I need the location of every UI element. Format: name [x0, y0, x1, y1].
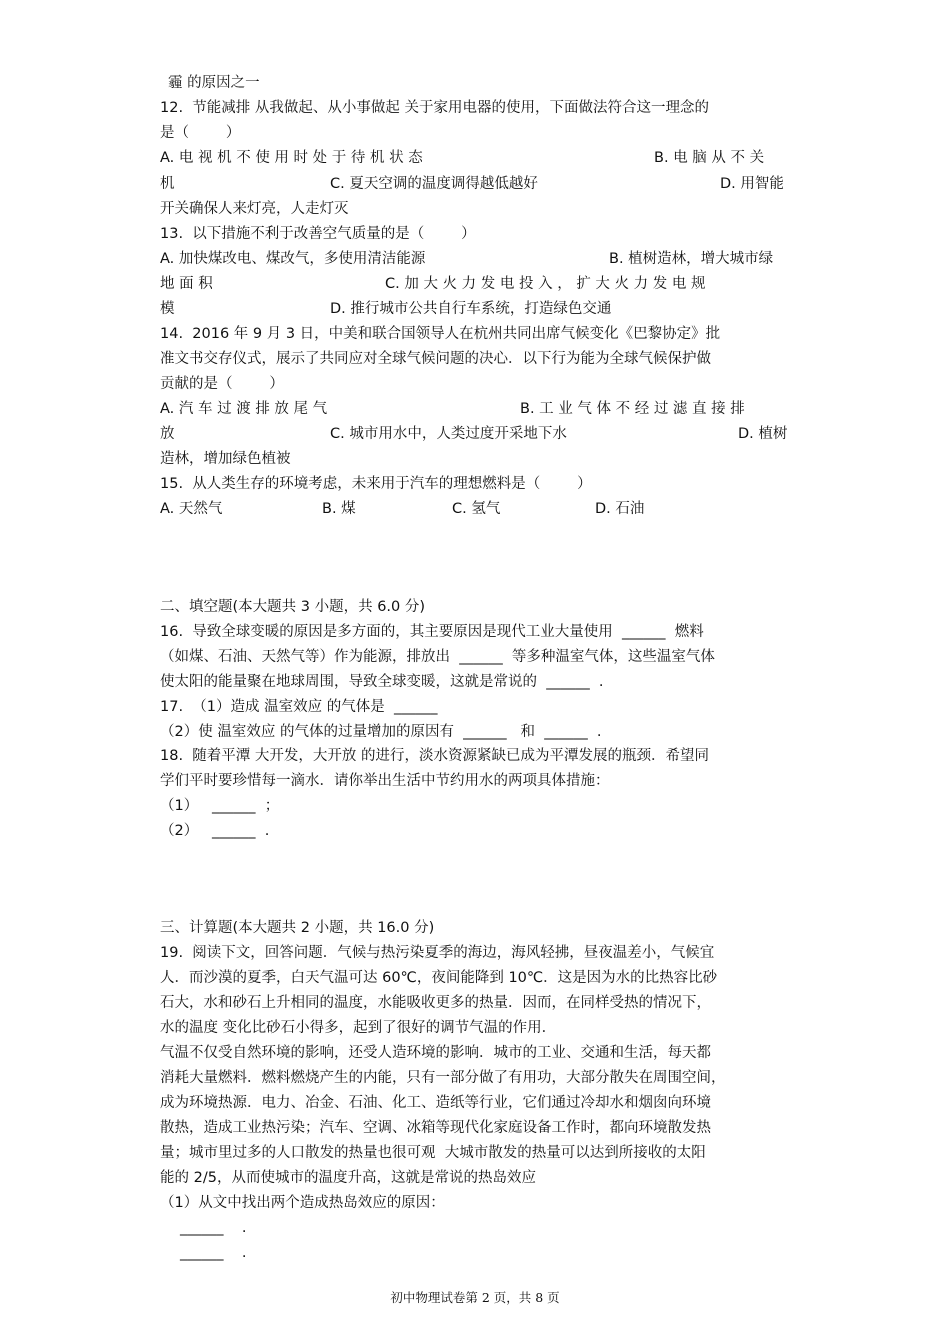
question-17-stem: （2）使 温室效应 的气体的过量增加的原因有 ______ 和 ______ . [160, 724, 602, 740]
question-19-text: 水的温度 变化比砂石小得多，起到了很好的调节气温的作用． [160, 1020, 557, 1036]
question-16-stem: 16. 导致全球变暖的原因是多方面的，其主要原因是现代工业大量使用 ______ 燃料 [160, 624, 704, 640]
option-c: C. 城市用水中，人类过度开采地下水 [330, 426, 567, 442]
option-d: 开关确保人来灯亮，人走灯灭 [160, 201, 349, 217]
option-c: C. 加 大 火 力 发 电 投 入 ， 扩 大 火 力 发 电 规 [385, 276, 706, 292]
option-d: D. 用智能 [720, 176, 784, 192]
question-19-text: 19. 阅读下文，回答问题．气候与热污染夏季的海边，海风轻拂，昼夜温差小，气候宜 [160, 945, 715, 961]
question-19-text: 人．而沙漠的夏季，白天气温可达 60℃，夜间能降到 10℃．这是因为水的比热容比砂 [160, 970, 718, 986]
question-16-stem: 使太阳的能量聚在地球周围，导致全球变暖，这就是常说的 ______ . [160, 674, 604, 690]
option-c: C. 夏天空调的温度调得越低越好 [330, 176, 538, 192]
text-line: 霾 的原因之一 [168, 75, 260, 91]
question-18-stem: 18. 随着平潭 大开发，大开放 的进行，淡水资源紧缺已成为平潭发展的瓶颈．希望同 [160, 748, 709, 764]
answer-blank-line: （2） ______ . [160, 823, 270, 839]
answer-blank-line: ______ . [180, 1245, 247, 1261]
question-19-text: 散热，造成工业热污染；汽车、空调、冰箱等现代化家庭设备工作时，都向环境散发热 [160, 1120, 711, 1136]
question-19-sub: （1）从文中找出两个造成热岛效应的原因： [160, 1195, 445, 1211]
question-19-text: 石大，水和砂石上升相同的温度，水能吸收更多的热量．因而，在同样受热的情况下， [160, 995, 711, 1011]
option-d: 造林，增加绿色植被 [160, 451, 291, 467]
option-a: A. 天然气 [160, 501, 223, 517]
answer-blank-line: （1） ______ ； [160, 798, 280, 814]
option-a: A. 汽 车 过 渡 排 放 尾 气 [160, 401, 328, 417]
question-19-text: 气温不仅受自然环境的影响，还受人造环境的影响．城市的工业、交通和生活，每天都 [160, 1045, 711, 1061]
option-b: 放 [160, 426, 175, 442]
section-heading: 三、计算题(本大题共 2 小题，共 16.0 分) [160, 920, 435, 936]
option-d: D. 植树 [738, 426, 788, 442]
option-b: 机 [160, 176, 175, 192]
option-d: D. 石油 [595, 501, 645, 517]
option-c: C. 氢气 [452, 501, 501, 517]
answer-blank-line: ______ . [180, 1220, 247, 1236]
page-footer: 初中物理试卷第 2 页，共 8 页 [390, 1290, 560, 1305]
question-13-stem: 13. 以下措施不利于改善空气质量的是（ ） [160, 226, 476, 242]
option-b: B. 煤 [322, 501, 356, 517]
question-18-stem: 学们平时要珍惜每一滴水．请你举出生活中节约用水的两项具体措施： [160, 773, 610, 789]
question-19-text: 消耗大量燃料．燃料燃烧产生的内能，只有一部分做了有用功，大部分散失在周围空间， [160, 1070, 726, 1086]
question-16-stem: （如煤、石油、天然气等）作为能源，排放出 ______ 等多种温室气体，这些温室气体 [160, 649, 715, 665]
question-19-text: 成为环境热源．电力、冶金、石油、化工、造纸等行业，它们通过冷却水和烟囱向环境 [160, 1095, 711, 1111]
option-b: B. 植树造林，增大城市绿 [609, 251, 774, 267]
option-a: A. 加快煤改电、煤改气，多使用清洁能源 [160, 251, 426, 267]
option-a: A. 电 视 机 不 使 用 时 处 于 待 机 状 态 [160, 150, 423, 166]
question-14-stem: 准文书交存仪式，展示了共同应对全球气候问题的决心．以下行为能为全球气候保护做 [160, 351, 711, 367]
question-14-stem: 贡献的是（ ） [160, 376, 284, 392]
question-12-stem: 12. 节能减排 从我做起、从小事做起 关于家用电器的使用，下面做法符合这一理念的 [160, 100, 709, 116]
option-b: B. 电 脑 从 不 关 [654, 150, 765, 166]
option-b: B. 工 业 气 体 不 经 过 滤 直 接 排 [520, 401, 745, 417]
question-15-stem: 15. 从人类生存的环境考虑，未来用于汽车的理想燃料是（ ） [160, 476, 592, 492]
question-12-stem: 是（ ） [160, 125, 241, 141]
option-b: 地 面 积 [160, 276, 213, 292]
option-d: D. 推行城市公共自行车系统，打造绿色交通 [330, 301, 612, 317]
section-heading: 二、填空题(本大题共 3 小题，共 6.0 分) [160, 599, 426, 615]
option-c: 模 [160, 301, 175, 317]
question-19-text: 能的 2/5，从而使城市的温度升高，这就是常说的热岛效应 [160, 1170, 536, 1186]
question-14-stem: 14. 2016 年 9 月 3 日，中美和联合国领导人在杭州共同出席气候变化《巴黎协定》批 [160, 326, 721, 342]
question-19-text: 量；城市里过多的人口散发的热量也很可观 大城市散发的热量可以达到所接收的太阳 [160, 1145, 706, 1161]
question-17-stem: 17. （1）造成 温室效应 的气体是 ______ [160, 699, 438, 715]
